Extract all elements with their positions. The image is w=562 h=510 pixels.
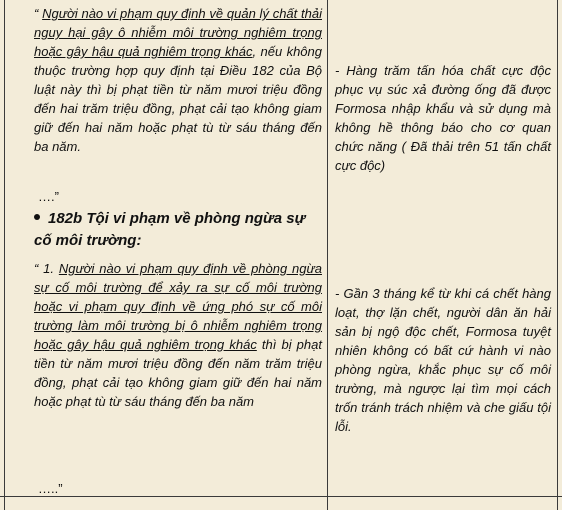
law-quote-2-rest: thì bị phạt tiền từ năm mươi triệu đồng đến năm trăm triệu đồng, phạt cải tạo không giam giữ đến hai năm hoặc phạt tù từ sáu tháng đến ba năm bbox=[34, 337, 322, 409]
bullet-icon bbox=[34, 214, 40, 220]
fact-paragraph-2: - Gần 3 tháng kể từ khi cá chết hàng loạt, thợ lặn chết, người dân ăn hải sản bị ngộ độc chết, Formosa tuyệt nhiên không có bất cứ hành vi nào phòng ngừa, khắc phục sự cố môi trường, mà ngược lại tìm mọi cách trốn tránh trách nhiệm và che giấu tội lỗi. bbox=[335, 286, 551, 434]
law-quote-2-ellipsis: …..” bbox=[38, 481, 63, 496]
table-left-border bbox=[4, 0, 5, 510]
fact-paragraph-1: - Hàng trăm tấn hóa chất cực độc phục vụ súc xả đường ống đã được Formosa nhập khẩu và sử dụng mà không hề thông báo cho cơ quan chức năng ( Đã thải trên 51 tấn chất cực độc) bbox=[335, 63, 551, 173]
law-quote-paragraph-2 bbox=[34, 259, 322, 411]
law-quote-2-underlined: Người nào vi phạm quy định về phòng ngừa sự cố môi trường để xảy ra sự cố môi trường hoặc vi phạm quy định về ứng phó sự cố môi trường làm môi trường bị ô nhiễm nghiêm trọng hoặc gây hậu quả nghiêm trọng khác bbox=[34, 261, 322, 352]
section-heading-text: 182b Tội vi phạm về phòng ngừa sự cố môi trường: bbox=[34, 210, 306, 249]
law-quote-1-rest: , nếu không thuộc trường hợp quy định tại Điều 182 của Bộ luật này thì bị phạt tiền từ năm mươi triệu đồng đến hai trăm triệu đồng, phạt cải tạo không giam giữ đến hai năm hoặc phạt tù từ sáu tháng đến ba năm. bbox=[34, 44, 322, 154]
law-quote-1-ellipsis: ….” bbox=[38, 189, 59, 204]
open-quote: “ bbox=[34, 6, 39, 21]
law-quote-1-underlined: Người nào vi phạm quy định về quản lý chất thải nguy hại gây ô nhiễm môi trường nghiêm trọng hoặc gây hậu quả nghiêm trọng khác bbox=[34, 6, 322, 59]
section-heading-182b bbox=[34, 208, 314, 252]
open-quote-2: “ 1. bbox=[34, 261, 59, 276]
table-right-border bbox=[557, 0, 558, 510]
table-column-divider bbox=[327, 0, 328, 510]
law-quote-paragraph-1 bbox=[34, 4, 322, 156]
